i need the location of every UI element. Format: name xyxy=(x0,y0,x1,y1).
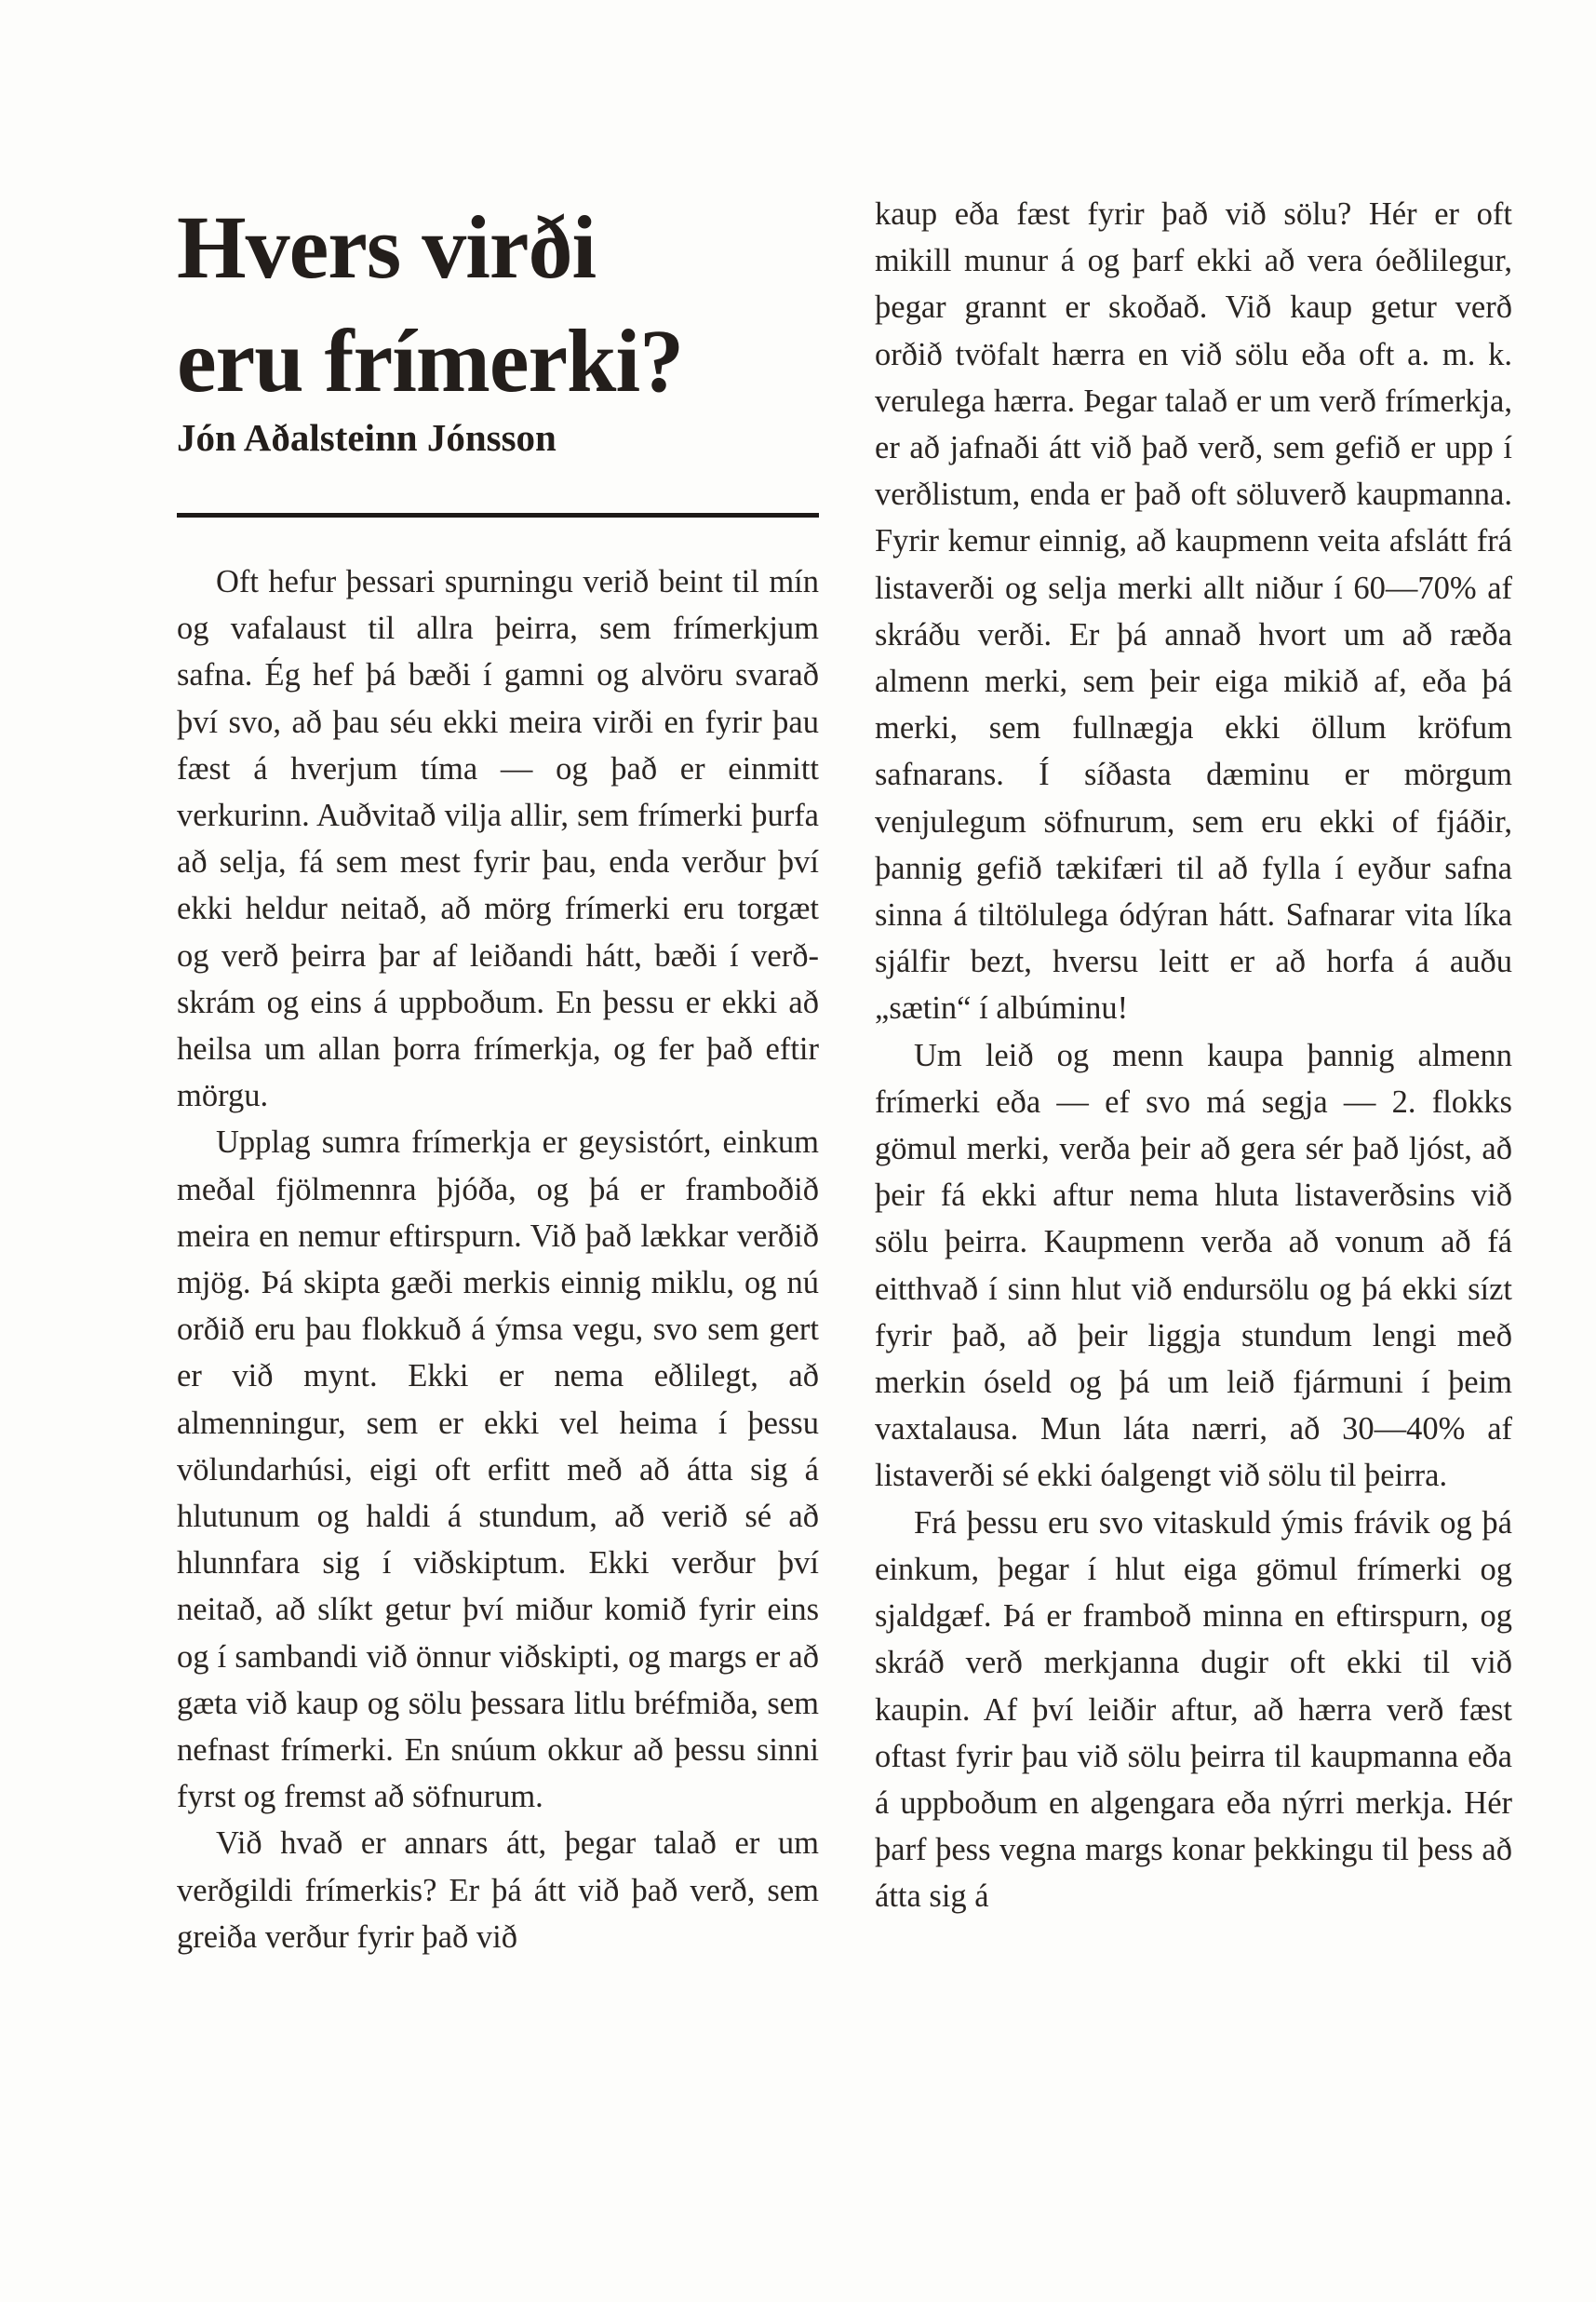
article-title xyxy=(177,191,683,418)
left-column-body xyxy=(177,559,819,1960)
paragraph-continued: kaup eða fæst fyrir það við sölu? Hér er oft mikill munur á og þarf ekki að vera óeðlilegur, þegar grannt er skoðað. Við kaup getur verð orðið tvöfalt hærra en við sölu eða oft a. m. k. verulega hærra. Þegar talað er um verð frímerkja, er að jafnaði átt við það verð, sem gefið er upp í verðlistum, enda er það oft söluverð kaupmanna. Fyrir kemur einnig, að kaupmenn veita afslátt frá listaverði og selja merki allt niður í 60—70% af skráðu verði. Er þá annað hvort um að ræða almenn merki, sem þeir eiga mikið af, eða þá merki, sem fullnægja ekki öllum kröfum safnarans. Í síðasta dæminu er mörgum venjulegum söfnurum, sem eru ekki of fjáðir, þannig gefið tækifæri til að fylla í eyður safna sinna á tiltölulega ódýran hátt. Safnarar vita líka sjálfir bezt, hversu leitt er að horfa á auðu „sætin“ í albúminu! xyxy=(875,196,1512,1027)
paragraph: Um leið og menn kaupa þannig almenn frímerki eða — ef svo má segja — 2. flokks gömul merki, verða þeir að gera sér það ljóst, að þeir fá ekki aftur nema hluta listaverðsins við sölu þeirra. Kaupmenn verða að vonum að fá eitthvað í sinn hlut við endursölu og þá ekki sízt fyrir það, að þeir liggja stundum lengi með merkin óseld og þá um leið fjármuni í þeim vaxtalausa. Mun láta nærri, að 30—40% af listaverði sé ekki óalgengt við sölu til þeirra. xyxy=(875,1037,1512,1494)
right-column xyxy=(875,191,1512,1920)
title-divider xyxy=(177,513,819,518)
article-author: Jón Aðalsteinn Jónsson xyxy=(177,416,557,459)
paragraph: Við hvað er annars átt, þegar talað er um verðgildi frímerkis? Er þá átt við það verð, sem greiða verður fyrir það við xyxy=(177,1825,819,1955)
paragraph: Upplag sumra frímerkja er geysistórt, einkum meðal fjölmennra þjóða, og þá er framboðið meira en nemur eftirspurn. Við það lækkar verðið mjög. Þá skipta gæði merkis einnig miklu, og nú orðið eru þau flokkuð á ýmsa vegu, svo sem gert er við mynt. Ekki er nema eðlilegt, að almenningur, sem er ekki vel heima í þessu völundarhúsi, eigi oft erfitt með að átta sig á hlutunum og haldi á stundum, að verið sé að hlunnfara sig í viðskiptum. Ekki verður því neitað, að slíkt getur því miður komið fyrir eins og í sambandi við önnur viðskipti, og margs er að gæta við kaup og sölu þessara litlu bréfmiða, sem nefnast frímerki. En snúum okkur að þessu sinni fyrst og fremst að söfnurum. xyxy=(177,1124,819,1815)
title-line-1: Hvers virði xyxy=(177,197,597,297)
paragraph: Frá þessu eru svo vitaskuld ýmis frávik og þá einkum, þegar í hlut eiga gömul frímerki og sjaldgæf. Þá er framboð minna en eftirspurn, og skráð verð merkjanna dugir oft ekki til við kaupin. Af því leiðir aftur, að hærra verð fæst oftast fyrir þau við sölu þeirra til kaupmanna eða á uppboðum en algengara eða nýrri merkja. Hér þarf þess vegna margs konar þekkingu til þess að átta sig á xyxy=(875,1504,1512,1915)
paragraph: Oft hefur þessari spurningu verið beint til mín og vafalaust til allra þeirra, sem frímerkjum safna. Ég hef þá bæði í gamni og alvöru svarað því svo, að þau séu ekki meira virði en fyrir þau fæst á hverjum tíma — og það er einmitt verkurinn. Auðvitað vilja allir, sem frímerki þurfa að selja, fá sem mest fyrir þau, enda verður því ekki heldur neitað, að mörg frímerki eru torgæt og verð þeirra þar af leiðandi hátt, bæði í verðskrám og eins á uppboðum. En þessu er ekki að heilsa um allan þorra frímerkja, og fer það eftir mörgu. xyxy=(177,564,819,1114)
title-line-2: eru frímerki? xyxy=(177,311,684,411)
